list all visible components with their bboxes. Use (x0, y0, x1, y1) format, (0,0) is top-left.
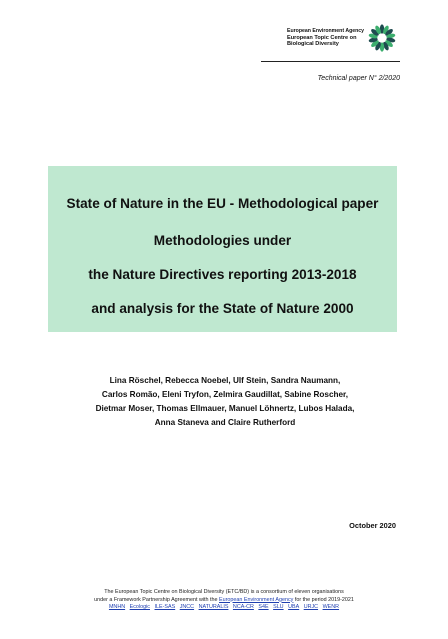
footer (20, 589, 428, 612)
partner-link[interactable]: URJC (303, 604, 319, 611)
author-line: Lina Röschel, Rebecca Noebel, Ulf Stein, Sandra Naumann, (109, 376, 341, 385)
footer-line-1: The European Topic Centre on Biological Diversity (ETC/BD) is a consortium of eleven organisations (104, 589, 344, 595)
author-line: Anna Staneva and Claire Rutherford (154, 418, 296, 427)
partner-link[interactable]: NATURALIS (198, 604, 229, 611)
agency-name: European Environment Agency (287, 28, 365, 34)
header-divider (261, 61, 400, 62)
partner-link[interactable]: SLU (273, 604, 284, 611)
partner-links (20, 604, 428, 612)
author-list (40, 374, 410, 430)
partner-link[interactable]: UBA (288, 604, 300, 611)
topic-centre-line: European Topic Centre on (287, 34, 357, 41)
partner-link[interactable]: NCA-CR (232, 604, 254, 611)
author-line: Carlos Romão, Eleni Tryfon, Zelmira Gaudillat, Sabine Roscher, (101, 390, 349, 399)
topic-centre-name: Biological Diversity (287, 41, 339, 48)
etc-bd-logo-icon (368, 22, 396, 54)
partner-link[interactable]: MNHN (108, 604, 126, 611)
footer-line-2 (20, 597, 428, 605)
partner-link[interactable]: S4E (258, 604, 269, 611)
title-line-3: the Nature Directives reporting 2013-2018 (88, 267, 357, 282)
footer-line-2-post: for the period 2019-2021 (293, 596, 354, 603)
partner-link[interactable]: Ecologic (129, 604, 150, 611)
title-box (48, 166, 397, 332)
title-line-1: State of Nature in the EU - Methodological paper (66, 196, 379, 211)
title-line-4: and analysis for the State of Nature 2000 (91, 301, 354, 316)
paper-number: Technical paper N° 2/2020 (317, 75, 400, 82)
title-line-2: Methodologies under (153, 233, 292, 248)
eea-link[interactable]: European Environment Agency (219, 596, 294, 603)
partner-link[interactable]: JNCC (179, 604, 195, 611)
partner-link[interactable]: ILE-SAS (154, 604, 176, 611)
author-line: Dietmar Moser, Thomas Ellmauer, Manuel Löhnertz, Lubos Halada, (95, 404, 355, 413)
publication-date: October 2020 (349, 521, 396, 530)
logo-center (379, 35, 385, 41)
agency-header (287, 28, 367, 48)
footer-line-2-pre: under a Framework Partnership Agreement with the (94, 596, 220, 603)
partner-link[interactable]: WENR (322, 604, 340, 611)
